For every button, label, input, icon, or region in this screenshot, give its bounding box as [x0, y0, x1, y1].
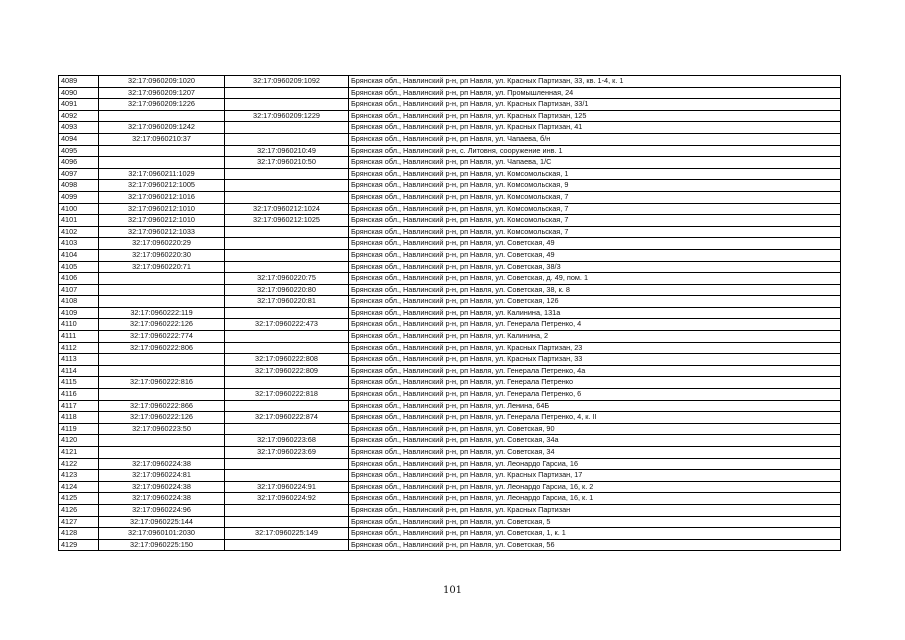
row-number-cell: 4090 — [59, 87, 99, 99]
row-number-cell: 4095 — [59, 145, 99, 157]
address-cell: Брянская обл., Навлинский р-н, рп Навля, ул. Леонардо Гарсиа, 16, к. 1 — [349, 493, 841, 505]
table-row — [59, 354, 841, 366]
cadastral-number-cell: 32:17:0960224:38 — [99, 481, 225, 493]
related-cadastral-number-cell — [225, 249, 349, 261]
table-row — [59, 412, 841, 424]
row-number-cell: 4089 — [59, 76, 99, 88]
row-number-cell: 4114 — [59, 365, 99, 377]
related-cadastral-number-cell: 32:17:0960222:809 — [225, 365, 349, 377]
table-row — [59, 470, 841, 482]
related-cadastral-number-cell: 32:17:0960224:92 — [225, 493, 349, 505]
row-number-cell: 4108 — [59, 296, 99, 308]
related-cadastral-number-cell: 32:17:0960210:49 — [225, 145, 349, 157]
cadastral-number-cell: 32:17:0960225:144 — [99, 516, 225, 528]
page-number: 101 — [442, 585, 463, 596]
table-row — [59, 76, 841, 88]
cadastral-number-cell: 32:17:0960222:126 — [99, 319, 225, 331]
cadastral-number-cell: 32:17:0960222:866 — [99, 400, 225, 412]
cadastral-number-cell: 32:17:0960101:2030 — [99, 528, 225, 540]
address-cell: Брянская обл., Навлинский р-н, рп Навля, ул. Чапаева, б/н — [349, 133, 841, 145]
related-cadastral-number-cell — [225, 238, 349, 250]
property-register-table — [58, 75, 841, 551]
row-number-cell: 4102 — [59, 226, 99, 238]
related-cadastral-number-cell: 32:17:0960223:68 — [225, 435, 349, 447]
address-cell: Брянская обл., Навлинский р-н, рп Навля, ул. Красных Партизан, 23 — [349, 342, 841, 354]
cadastral-number-cell — [99, 435, 225, 447]
address-cell: Брянская обл., Навлинский р-н, рп Навля, ул. Красных Партизан, 33, кв. 1-4, к. 1 — [349, 76, 841, 88]
address-cell: Брянская обл., Навлинский р-н, рп Навля, ул. Комсомольская, 9 — [349, 180, 841, 192]
related-cadastral-number-cell — [225, 307, 349, 319]
cadastral-number-cell: 32:17:0960209:1242 — [99, 122, 225, 134]
address-cell: Брянская обл., Навлинский р-н, рп Навля, ул. Советская, 34 — [349, 447, 841, 459]
related-cadastral-number-cell — [225, 342, 349, 354]
related-cadastral-number-cell: 32:17:0960220:75 — [225, 273, 349, 285]
cadastral-number-cell: 32:17:0960212:1010 — [99, 203, 225, 215]
row-number-cell: 4119 — [59, 423, 99, 435]
row-number-cell: 4127 — [59, 516, 99, 528]
address-cell: Брянская обл., Навлинский р-н, рп Навля, ул. Генерала Петренко, 4а — [349, 365, 841, 377]
table-row — [59, 435, 841, 447]
cadastral-number-cell — [99, 110, 225, 122]
row-number-cell: 4117 — [59, 400, 99, 412]
related-cadastral-number-cell: 32:17:0960222:818 — [225, 389, 349, 401]
table-row — [59, 238, 841, 250]
address-cell: Брянская обл., Навлинский р-н, с. Литовня, сооружение инв. 1 — [349, 145, 841, 157]
related-cadastral-number-cell — [225, 261, 349, 273]
related-cadastral-number-cell — [225, 122, 349, 134]
table-row — [59, 273, 841, 285]
cadastral-number-cell: 32:17:0960222:126 — [99, 412, 225, 424]
table-row — [59, 157, 841, 169]
table-row — [59, 365, 841, 377]
table-row — [59, 447, 841, 459]
cadastral-number-cell: 32:17:0960212:1010 — [99, 215, 225, 227]
table-row — [59, 377, 841, 389]
related-cadastral-number-cell: 32:17:0960212:1025 — [225, 215, 349, 227]
cadastral-number-cell — [99, 145, 225, 157]
cadastral-number-cell — [99, 447, 225, 459]
cadastral-number-cell: 32:17:0960212:1016 — [99, 191, 225, 203]
row-number-cell: 4106 — [59, 273, 99, 285]
cadastral-number-cell — [99, 354, 225, 366]
row-number-cell: 4113 — [59, 354, 99, 366]
cadastral-number-cell: 32:17:0960224:81 — [99, 470, 225, 482]
row-number-cell: 4110 — [59, 319, 99, 331]
row-number-cell: 4097 — [59, 168, 99, 180]
row-number-cell: 4103 — [59, 238, 99, 250]
row-number-cell: 4129 — [59, 539, 99, 551]
row-number-cell: 4094 — [59, 133, 99, 145]
row-number-cell: 4091 — [59, 99, 99, 111]
row-number-cell: 4124 — [59, 481, 99, 493]
row-number-cell: 4123 — [59, 470, 99, 482]
cadastral-number-cell: 32:17:0960224:96 — [99, 504, 225, 516]
address-cell: Брянская обл., Навлинский р-н, рп Навля, ул. Комсомольская, 7 — [349, 203, 841, 215]
address-cell: Брянская обл., Навлинский р-н, рп Навля, ул. Советская, 49 — [349, 249, 841, 261]
address-cell: Брянская обл., Навлинский р-н, рп Навля, ул. Красных Партизан, 33/1 — [349, 99, 841, 111]
row-number-cell: 4128 — [59, 528, 99, 540]
cadastral-number-cell: 32:17:0960211:1029 — [99, 168, 225, 180]
table-row — [59, 87, 841, 99]
row-number-cell: 4126 — [59, 504, 99, 516]
related-cadastral-number-cell — [225, 377, 349, 389]
table-row — [59, 215, 841, 227]
related-cadastral-number-cell — [225, 516, 349, 528]
address-cell: Брянская обл., Навлинский р-н, рп Навля, ул. Комсомольская, 7 — [349, 226, 841, 238]
address-cell: Брянская обл., Навлинский р-н, рп Навля, ул. Красных Партизан, 33 — [349, 354, 841, 366]
address-cell: Брянская обл., Навлинский р-н, рп Навля, ул. Леонардо Гарсиа, 16 — [349, 458, 841, 470]
related-cadastral-number-cell: 32:17:0960225:149 — [225, 528, 349, 540]
related-cadastral-number-cell: 32:17:0960210:50 — [225, 157, 349, 169]
cadastral-number-cell: 32:17:0960222:806 — [99, 342, 225, 354]
table-row — [59, 504, 841, 516]
address-cell: Брянская обл., Навлинский р-н, рп Навля, ул. Советская, 1, к. 1 — [349, 528, 841, 540]
table-row — [59, 226, 841, 238]
address-cell: Брянская обл., Навлинский р-н, рп Навля, ул. Советская, д. 49, пом. 1 — [349, 273, 841, 285]
related-cadastral-number-cell — [225, 504, 349, 516]
table-row — [59, 400, 841, 412]
related-cadastral-number-cell: 32:17:0960209:1229 — [225, 110, 349, 122]
table-row — [59, 493, 841, 505]
cadastral-number-cell: 32:17:0960210:37 — [99, 133, 225, 145]
related-cadastral-number-cell — [225, 191, 349, 203]
related-cadastral-number-cell: 32:17:0960222:874 — [225, 412, 349, 424]
table-row — [59, 203, 841, 215]
table-row — [59, 481, 841, 493]
cadastral-number-cell — [99, 365, 225, 377]
row-number-cell: 4109 — [59, 307, 99, 319]
related-cadastral-number-cell: 32:17:0960222:473 — [225, 319, 349, 331]
address-cell: Брянская обл., Навлинский р-н, рп Навля, ул. Советская, 5 — [349, 516, 841, 528]
row-number-cell: 4112 — [59, 342, 99, 354]
related-cadastral-number-cell — [225, 99, 349, 111]
related-cadastral-number-cell: 32:17:0960223:69 — [225, 447, 349, 459]
row-number-cell: 4099 — [59, 191, 99, 203]
cadastral-number-cell: 32:17:0960222:119 — [99, 307, 225, 319]
cadastral-number-cell: 32:17:0960209:1207 — [99, 87, 225, 99]
address-cell: Брянская обл., Навлинский р-н, рп Навля, ул. Ленина, 64Б — [349, 400, 841, 412]
related-cadastral-number-cell — [225, 331, 349, 343]
address-cell: Брянская обл., Навлинский р-н, рп Навля, ул. Генерала Петренко, 4 — [349, 319, 841, 331]
row-number-cell: 4122 — [59, 458, 99, 470]
table-row — [59, 145, 841, 157]
address-cell: Брянская обл., Навлинский р-н, рп Навля, ул. Советская, 38, к. 8 — [349, 284, 841, 296]
related-cadastral-number-cell — [225, 400, 349, 412]
row-number-cell: 4101 — [59, 215, 99, 227]
address-cell: Брянская обл., Навлинский р-н, рп Навля, ул. Красных Партизан — [349, 504, 841, 516]
row-number-cell: 4111 — [59, 331, 99, 343]
address-cell: Брянская обл., Навлинский р-н, рп Навля, ул. Калинина, 2 — [349, 331, 841, 343]
row-number-cell: 4093 — [59, 122, 99, 134]
address-cell: Брянская обл., Навлинский р-н, рп Навля, ул. Леонардо Гарсиа, 16, к. 2 — [349, 481, 841, 493]
cadastral-number-cell: 32:17:0960212:1033 — [99, 226, 225, 238]
related-cadastral-number-cell — [225, 539, 349, 551]
address-cell: Брянская обл., Навлинский р-н, рп Навля, ул. Красных Партизан, 41 — [349, 122, 841, 134]
address-cell: Брянская обл., Навлинский р-н, рп Навля, ул. Чапаева, 1/С — [349, 157, 841, 169]
row-number-cell: 4105 — [59, 261, 99, 273]
table-row — [59, 110, 841, 122]
table-row — [59, 423, 841, 435]
cadastral-number-cell: 32:17:0960222:774 — [99, 331, 225, 343]
row-number-cell: 4121 — [59, 447, 99, 459]
related-cadastral-number-cell — [225, 87, 349, 99]
address-cell: Брянская обл., Навлинский р-н, рп Навля, ул. Советская, 49 — [349, 238, 841, 250]
address-cell: Брянская обл., Навлинский р-н, рп Навля, ул. Комсомольская, 7 — [349, 191, 841, 203]
row-number-cell: 4116 — [59, 389, 99, 401]
related-cadastral-number-cell: 32:17:0960209:1092 — [225, 76, 349, 88]
cadastral-number-cell — [99, 284, 225, 296]
table-row — [59, 191, 841, 203]
row-number-cell: 4104 — [59, 249, 99, 261]
cadastral-number-cell: 32:17:0960225:150 — [99, 539, 225, 551]
related-cadastral-number-cell: 32:17:0960224:91 — [225, 481, 349, 493]
cadastral-number-cell — [99, 273, 225, 285]
cadastral-number-cell — [99, 157, 225, 169]
related-cadastral-number-cell: 32:17:0960220:80 — [225, 284, 349, 296]
related-cadastral-number-cell: 32:17:0960220:81 — [225, 296, 349, 308]
row-number-cell: 4096 — [59, 157, 99, 169]
related-cadastral-number-cell — [225, 133, 349, 145]
address-cell: Брянская обл., Навлинский р-н, рп Навля, ул. Советская, 126 — [349, 296, 841, 308]
address-cell: Брянская обл., Навлинский р-н, рп Навля, ул. Промышленная, 24 — [349, 87, 841, 99]
address-cell: Брянская обл., Навлинский р-н, рп Навля, ул. Генерала Петренко, 6 — [349, 389, 841, 401]
related-cadastral-number-cell — [225, 168, 349, 180]
address-cell: Брянская обл., Навлинский р-н, рп Навля, ул. Калинина, 131а — [349, 307, 841, 319]
address-cell: Брянская обл., Навлинский р-н, рп Навля, ул. Комсомольская, 1 — [349, 168, 841, 180]
cadastral-number-cell: 32:17:0960209:1226 — [99, 99, 225, 111]
address-cell: Брянская обл., Навлинский р-н, рп Навля, ул. Советская, 56 — [349, 539, 841, 551]
cadastral-number-cell: 32:17:0960212:1005 — [99, 180, 225, 192]
row-number-cell: 4100 — [59, 203, 99, 215]
table-row — [59, 261, 841, 273]
row-number-cell: 4125 — [59, 493, 99, 505]
table-row — [59, 249, 841, 261]
cadastral-number-cell: 32:17:0960220:30 — [99, 249, 225, 261]
address-cell: Брянская обл., Навлинский р-н, рп Навля, ул. Советская, 38/3 — [349, 261, 841, 273]
row-number-cell: 4098 — [59, 180, 99, 192]
cadastral-number-cell — [99, 389, 225, 401]
table-row — [59, 528, 841, 540]
related-cadastral-number-cell — [225, 470, 349, 482]
cadastral-number-cell: 32:17:0960209:1020 — [99, 76, 225, 88]
table-row — [59, 99, 841, 111]
table-row — [59, 133, 841, 145]
table-row — [59, 539, 841, 551]
register-table-body — [59, 76, 841, 551]
cadastral-number-cell: 32:17:0960224:38 — [99, 493, 225, 505]
related-cadastral-number-cell — [225, 226, 349, 238]
row-number-cell: 4092 — [59, 110, 99, 122]
related-cadastral-number-cell: 32:17:0960212:1024 — [225, 203, 349, 215]
row-number-cell: 4115 — [59, 377, 99, 389]
cadastral-number-cell: 32:17:0960220:71 — [99, 261, 225, 273]
address-cell: Брянская обл., Навлинский р-н, рп Навля, ул. Красных Партизан, 17 — [349, 470, 841, 482]
table-row — [59, 307, 841, 319]
row-number-cell: 4107 — [59, 284, 99, 296]
related-cadastral-number-cell: 32:17:0960222:808 — [225, 354, 349, 366]
cadastral-number-cell: 32:17:0960222:816 — [99, 377, 225, 389]
related-cadastral-number-cell — [225, 180, 349, 192]
table-row — [59, 296, 841, 308]
cadastral-number-cell: 32:17:0960224:38 — [99, 458, 225, 470]
row-number-cell: 4118 — [59, 412, 99, 424]
table-row — [59, 284, 841, 296]
row-number-cell: 4120 — [59, 435, 99, 447]
address-cell: Брянская обл., Навлинский р-н, рп Навля, ул. Красных Партизан, 125 — [349, 110, 841, 122]
related-cadastral-number-cell — [225, 458, 349, 470]
table-row — [59, 319, 841, 331]
address-cell: Брянская обл., Навлинский р-н, рп Навля, ул. Генерала Петренко, 4, к. II — [349, 412, 841, 424]
table-row — [59, 516, 841, 528]
table-row — [59, 331, 841, 343]
table-row — [59, 342, 841, 354]
table-row — [59, 122, 841, 134]
table-row — [59, 168, 841, 180]
related-cadastral-number-cell — [225, 423, 349, 435]
table-row — [59, 389, 841, 401]
cadastral-number-cell — [99, 296, 225, 308]
table-row — [59, 180, 841, 192]
table-row — [59, 458, 841, 470]
cadastral-number-cell: 32:17:0960220:29 — [99, 238, 225, 250]
address-cell: Брянская обл., Навлинский р-н, рп Навля, ул. Генерала Петренко — [349, 377, 841, 389]
cadastral-number-cell: 32:17:0960223:50 — [99, 423, 225, 435]
address-cell: Брянская обл., Навлинский р-н, рп Навля, ул. Комсомольская, 7 — [349, 215, 841, 227]
address-cell: Брянская обл., Навлинский р-н, рп Навля, ул. Советская, 90 — [349, 423, 841, 435]
address-cell: Брянская обл., Навлинский р-н, рп Навля, ул. Советская, 34а — [349, 435, 841, 447]
